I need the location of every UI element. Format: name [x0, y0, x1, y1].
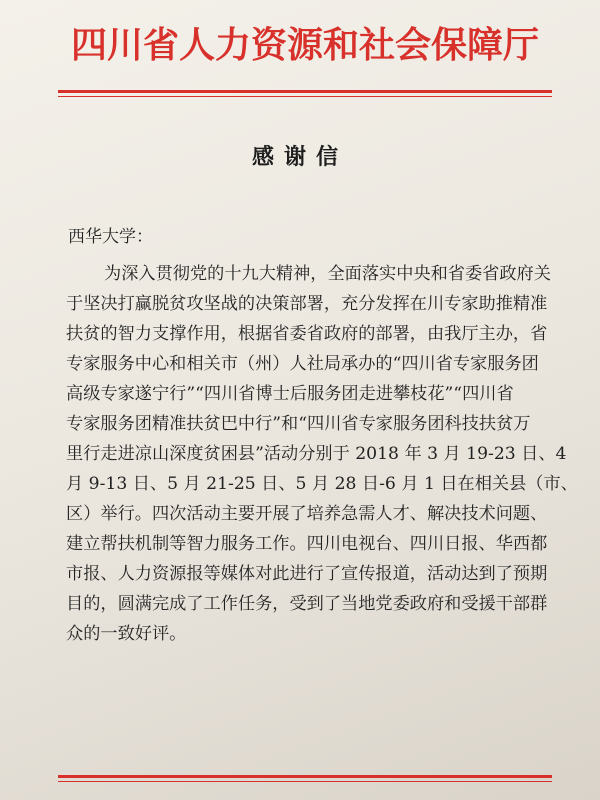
body-line: 区）举行。四次活动主要开展了培养急需人才、解决技术问题、: [66, 504, 548, 524]
body-line: 扶贫的智力支撑作用，根据省委省政府的部署，由我厅主办，省: [66, 324, 548, 344]
body-line: 专家服务中心和相关市（州）人社局承办的“四川省专家服务团: [66, 354, 539, 374]
letterhead-rule-thick: [58, 90, 552, 93]
letter-title: 感谢信: [251, 144, 348, 170]
letterhead-org-name: 四川省人力资源和社会保障厅: [70, 24, 539, 66]
letter-salutation: 西华大学：: [68, 227, 153, 247]
body-line: 专家服务团精准扶贫巴中行”和“四川省专家服务团科技扶贫万: [66, 414, 531, 434]
footer-rule-thin: [58, 781, 552, 782]
body-line: 建立帮扶机制等智力服务工作。四川电视台、四川日报、华西都: [66, 534, 548, 554]
body-line: 目的，圆满完成了工作任务，受到了当地党委政府和受援干部群: [66, 594, 548, 614]
footer-rule-thick: [58, 775, 552, 778]
body-line: 月 9-13 日、5 月 21-25 日、5 月 28 日-6 月 1 日在相关县（市、: [66, 474, 578, 494]
body-line: 市报、人力资源报等媒体对此进行了宣传报道，活动达到了预期: [66, 564, 548, 584]
letterhead-rule-thin: [58, 96, 552, 97]
body-line: 于坚决打赢脱贫攻坚战的决策部署，充分发挥在川专家助推精准: [66, 294, 548, 314]
body-line: 里行走进凉山深度贫困县”活动分别于 2018 年 3 月 19-23 日、4: [66, 444, 567, 464]
body-line: 众的一致好评。: [66, 624, 187, 644]
body-line: 为深入贯彻党的十九大精神，全面落实中央和省委省政府关: [104, 264, 551, 284]
letter-body: [66, 259, 578, 649]
body-line: 高级专家遂宁行”“四川省博士后服务团走进攀枝花”“四川省: [66, 384, 514, 404]
